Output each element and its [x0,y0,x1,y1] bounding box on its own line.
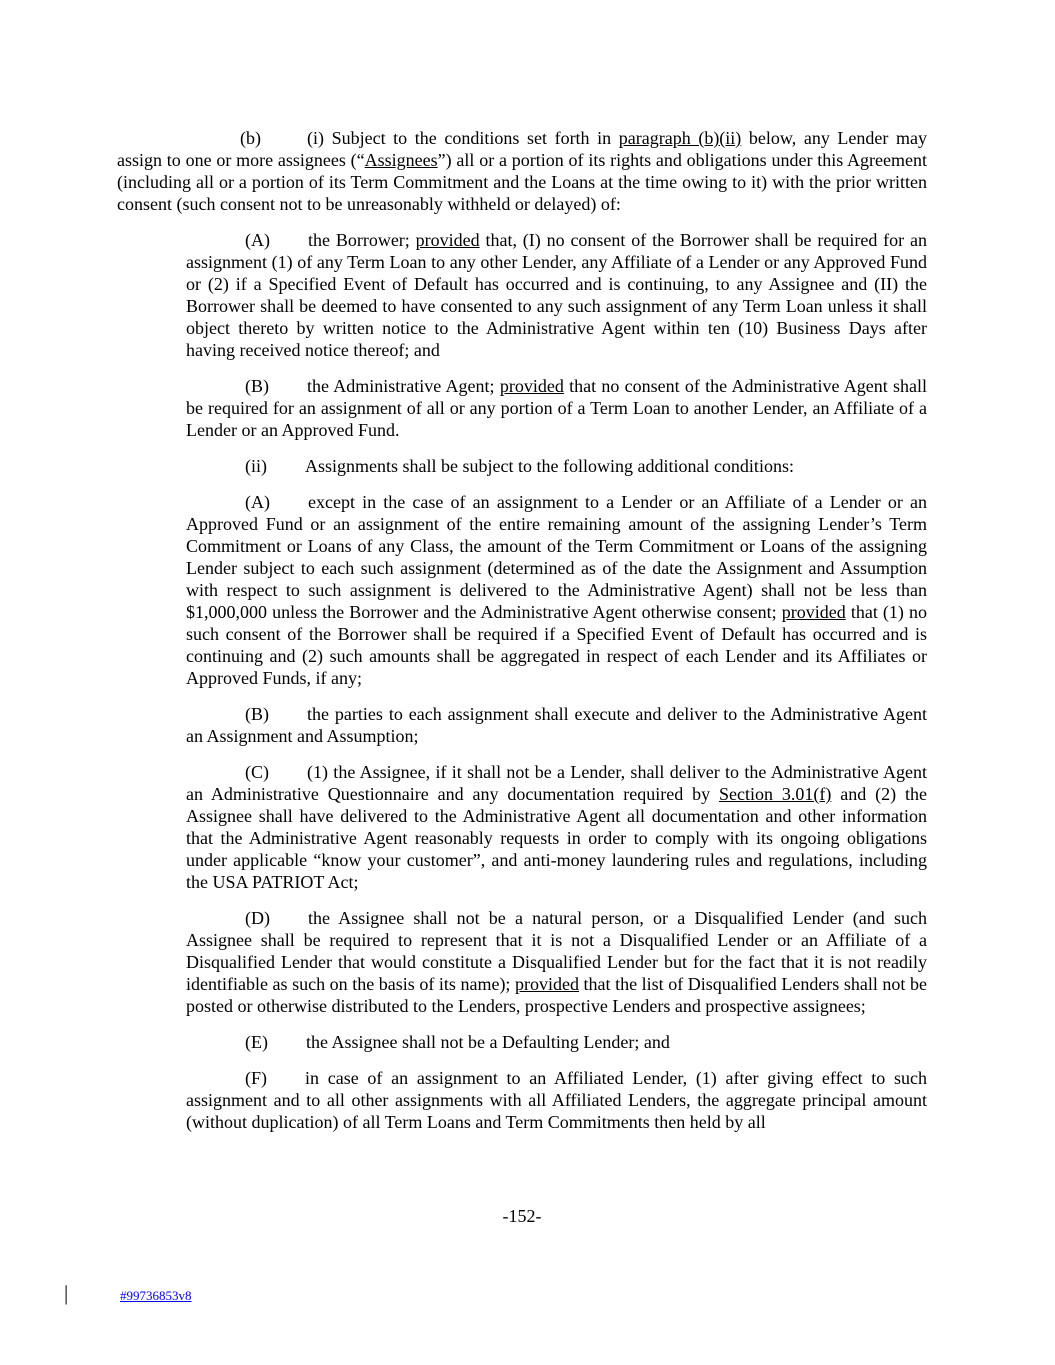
paragraph-label: (A) [245,230,270,250]
underlined-text: Section 3.01(f) [718,784,832,804]
paragraph-5-A [186,491,927,689]
paragraph-label: (B) [245,704,269,724]
paragraph-label: (C) [245,762,269,782]
paragraph-8-D [186,907,927,1017]
underlined-text: paragraph (b)(ii) [618,128,742,148]
paragraph-label: (ii) [245,456,267,476]
underlined-text: provided [499,376,564,396]
paragraph-label: (b) [240,128,261,148]
paragraph-label: (D) [245,908,270,928]
paragraph-9-E [186,1031,927,1053]
text-run: the Assignee shall not be a natural person, or a Disqualified Lender (and such Assignee shall be required to represent that it is not a Disqualified Lender or an Affiliate of a Disqualified Lender that would constitute a Disqualified Lender but for the fact that it is not readily identifiable as such on the basis of its name); [186,908,927,994]
text-run: the parties to each assignment shall execute and deliver to the Administrative Agent an Assignment and Assumption; [186,704,927,746]
text-run: in case of an assignment to an Affiliated Lender, (1) after giving effect to such assignment and to all other assignments with all Affiliated Lenders, the aggregate principal amount (without duplication) of all Term Loans and Term Commitments then held by all [186,1068,927,1132]
underlined-text: Assignees [364,150,438,170]
document-id-link: #99736853v8 [120,1288,192,1303]
paragraph-6-B [186,703,927,747]
text-run: the Administrative Agent; [307,376,500,396]
text-run: that the list of Disqualified Lenders shall not be posted or otherwise distributed to the Lenders, prospective Lenders and prospective assignees; [186,974,927,1016]
text-run: the Assignee shall not be a Defaulting Lender; and [305,1032,670,1052]
text-run: and (2) the Assignee shall have delivered to the Administrative Agent all documentation and other information that the Administrative Agent reasonably requests in order to comply with its ongoing obligations under applicable “know your customer”, and anti-money laundering rules and regulations, including the USA PATRIOT Act; [186,784,927,892]
text-run: ”) all or a portion of its rights and obligations under this Agreement (including all or a portion of its Term Commitment and the Loans at the time owing to it) with the prior written consent (such consent not to be unreasonably withheld or delayed) of: [117,150,927,214]
text-run: except in the case of an assignment to a Lender or an Affiliate of a Lender or an Approved Fund or an assignment of the entire remaining amount of the assigning Lender’s Term Commitment or Loans of any Class, the amount of the Term Commitment or Loans of the assigning Lender subject to each such assignment (determined as of the date the Assignment and Assumption with respect to such assignment is delivered to the Administrative Agent) shall not be less than $1,000,000 unless the Borrower and the Administrative Agent otherwise consent; [186,492,927,622]
paragraph-label: (E) [245,1032,268,1052]
paragraph-10-F [186,1067,927,1133]
underlined-text: provided [515,974,579,994]
text-run: that no consent of the Administrative Agent shall be required for an assignment of all or any portion of a Term Loan to another Lender, an Affiliate of a Lender or an Approved Fund. [186,376,927,440]
text-run: below, any Lender may assign to one or more assignees (“ [117,128,927,170]
change-bar: | [64,1281,69,1305]
paragraph-3-B [186,375,927,441]
text-run: (1) the Assignee, if it shall not be a Lender, shall deliver to the Administrative Agent an Administrative Questionnaire and any documentation required by [186,762,927,804]
text-run: that, (I) no consent of the Borrower shall be required for an assignment (1) of any Term Loan to any other Lender, any Affiliate of a Lender or any Approved Fund or (2) if a Specified Event of Default has occurred and is continuing, to any Assignee and (II) the Borrower shall be deemed to have consented to any such assignment of any Term Loan unless it shall object thereto by written notice to the Administrative Agent within ten (10) Business Days after having received notice thereof; and [186,230,927,360]
paragraph-7-C [186,761,927,893]
text-run: that (1) no such consent of the Borrower shall be required if a Specified Event of Default has occurred and is continuing and (2) such amounts shall be aggregated in respect of each Lender and its Affiliates or Approved Funds, if any; [186,602,927,688]
paragraph-label: (A) [245,492,270,512]
underlined-text: provided [781,602,846,622]
paragraph-4-ii [186,455,927,477]
page-number: -152- [502,1206,542,1226]
paragraph-label: (B) [245,376,269,396]
underlined-text: provided [415,230,480,250]
paragraph-label: (F) [245,1068,267,1088]
paragraph-1-b [117,127,927,215]
paragraph-2-A [186,229,927,361]
text-run: Assignments shall be subject to the following additional conditions: [305,456,794,476]
text-run: the Borrower; [308,230,416,250]
text-run: (i) Subject to the conditions set forth in [307,128,619,148]
